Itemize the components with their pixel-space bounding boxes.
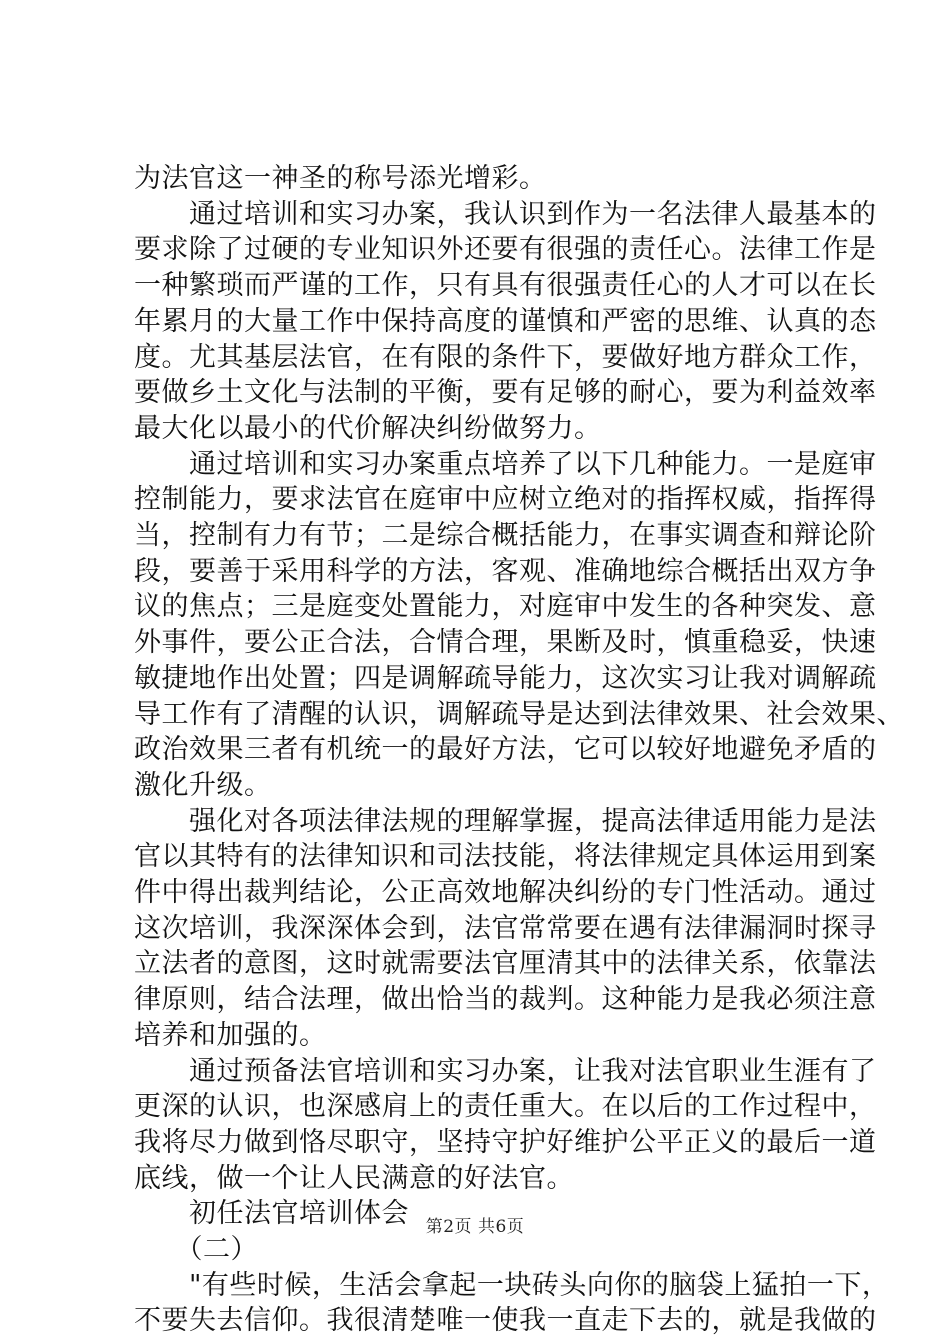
- text-line: 激化升级。: [134, 769, 272, 801]
- text-line: 当，控制有力有节；二是综合概括能力，在事实调查和辩论阶: [134, 520, 877, 551]
- text-line: 政治效果三者有机统一的最好方法，它可以较好地避免矛盾的: [134, 734, 877, 766]
- text-line: 我将尽力做到恪尽职守，坚持守护好维护公平正义的最后一道: [134, 1126, 877, 1158]
- text-line: "有些时候，生活会拿起一块砖头向你的脑袋上猛拍一下，: [134, 1269, 890, 1301]
- text-line: 度。尤其基层法官，在有限的条件下，要做好地方群众工作，: [134, 341, 877, 373]
- text-line: 最大化以最小的代价解决纠纷做努力。: [134, 412, 602, 444]
- text-line: 不要失去信仰。我很清楚唯一使我一直走下去的，就是我做的: [134, 1305, 877, 1337]
- text-line: （二）: [134, 1234, 258, 1265]
- text-line: 初任法官培训体会: [134, 1198, 409, 1230]
- text-line: 要求除了过硬的专业知识外还要有很强的责任心。法律工作是: [134, 234, 877, 266]
- text-line: 通过预备法官培训和实习办案，让我对法官职业生涯有了: [134, 1055, 877, 1087]
- text-line: 官以其特有的法律知识和司法技能，将法律规定具体运用到案: [134, 841, 877, 873]
- text-line: 要做乡土文化与法制的平衡，要有足够的耐心，要为利益效率: [134, 377, 877, 409]
- text-line: 律原则，结合法理，做出恰当的裁判。这种能力是我必须注意: [134, 984, 877, 1016]
- text-line: 强化对各项法律法规的理解掌握，提高法律适用能力是法: [134, 805, 877, 837]
- text-line: 外事件，要公正合法，合情合理，果断及时，慎重稳妥，快速: [134, 627, 877, 659]
- text-line: 立法者的意图，这时就需要法官厘清其中的法律关系，依靠法: [134, 948, 877, 980]
- text-line: 通过培训和实习办案重点培养了以下几种能力。一是庭审: [134, 448, 877, 480]
- text-line: 控制能力，要求法官在庭审中应树立绝对的指挥权威，指挥得: [134, 484, 877, 516]
- text-line: 件中得出裁判结论，公正高效地解决纠纷的专门性活动。通过: [134, 877, 877, 908]
- text-line: 段，要善于采用科学的方法，客观、准确地综合概括出双方争: [134, 555, 877, 587]
- text-line: 底线，做一个让人民满意的好法官。: [134, 1162, 574, 1194]
- text-line: 敏捷地作出处置；四是调解疏导能力，这次实习让我对调解疏: [134, 662, 877, 694]
- text-line: 培养和加强的。: [134, 1019, 327, 1051]
- text-line: 这次培训，我深深体会到，法官常常要在遇有法律漏洞时探寻: [134, 912, 877, 944]
- text-line: 通过培训和实习办案，我认识到作为一名法律人最基本的: [134, 198, 877, 230]
- page-footer: 第2页 共6页: [425, 1217, 525, 1237]
- text-line: 年累月的大量工作中保持高度的谨慎和严密的思维、认真的态: [134, 305, 877, 337]
- text-line: 导工作有了清醒的认识，调解疏导是达到法律效果、社会效果、: [134, 698, 904, 730]
- text-line: 议的焦点；三是庭变处置能力，对庭审中发生的各种突发、意: [134, 591, 877, 623]
- text-line: 更深的认识，也深感肩上的责任重大。在以后的工作过程中，: [134, 1091, 877, 1123]
- text-line: 为法官这一神圣的称号添光增彩。: [134, 163, 547, 194]
- text-line: 一种繁琐而严谨的工作，只有具有很强责任心的人才可以在长: [134, 270, 877, 302]
